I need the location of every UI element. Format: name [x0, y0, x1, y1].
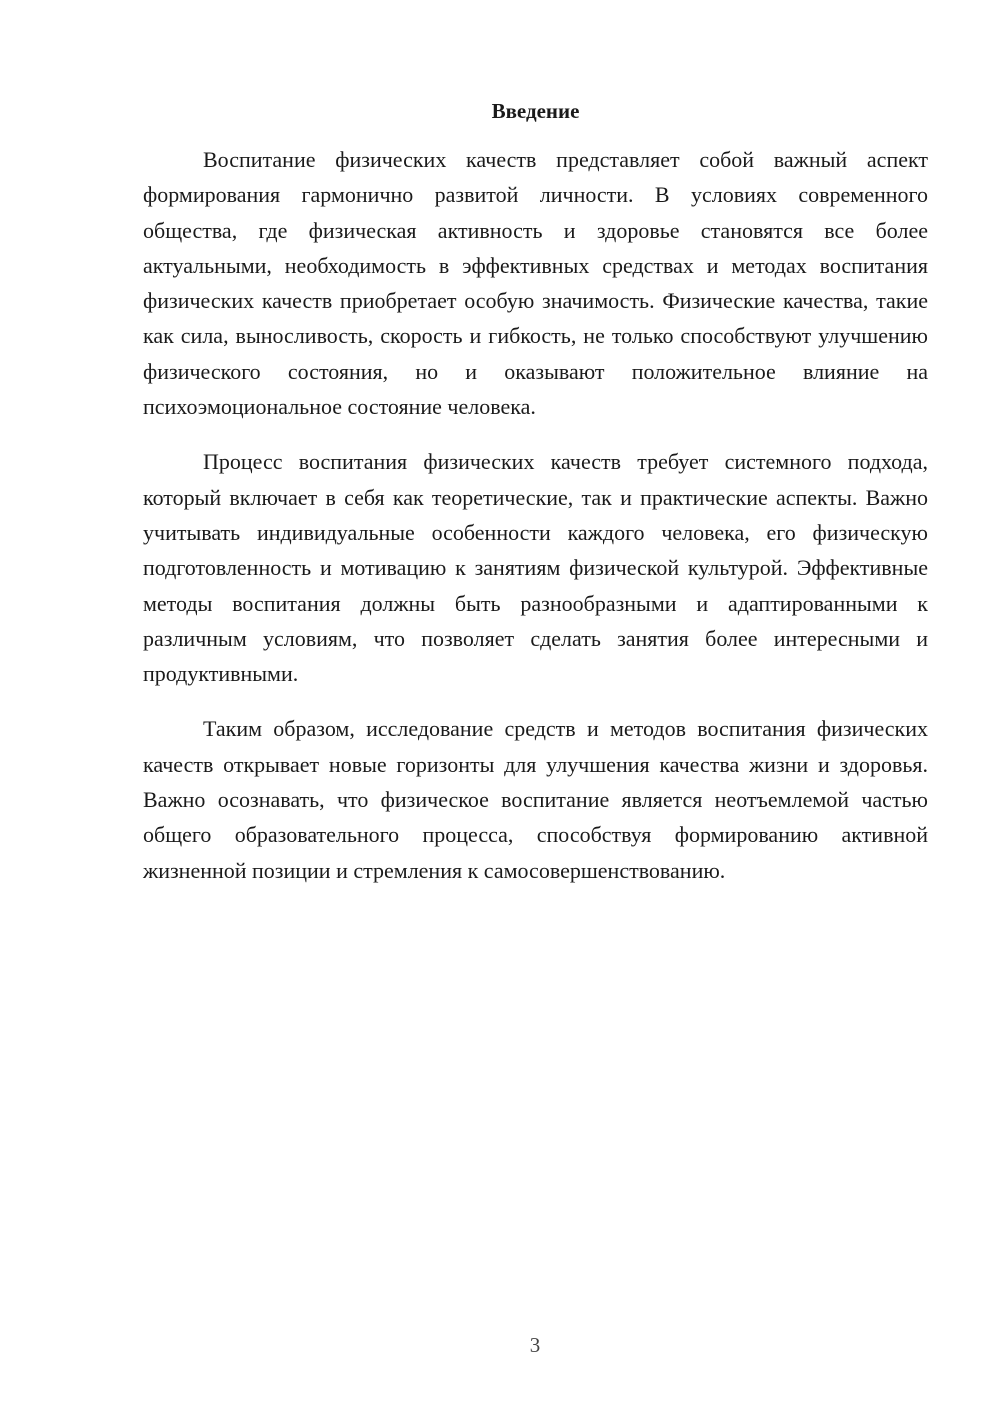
paragraph-2: Процесс воспитания физических качеств требует системного подхода, который включает в себя как теоретические, так и практические аспекты. Важно учитывать индивидуальные особенности каждого человека, его физическую подготовленность и мотивацию к занятиям физической культурой. Эффективные методы воспитания должны быть разнообразными и адаптированными к различным условиям, что позволяет сделать занятия более интересными и продуктивными. — [143, 449, 928, 687]
paragraph-1: Воспитание физических качеств представляет собой важный аспект формирования гармонично развитой личности. В условиях современного общества, где физическая активность и здоровье становятся все более актуальными, необходимость в эффективных средствах и методах воспитания физических качеств приобретает особую значимость. Физические качества, такие как сила, выносливость, скорость и гибкость, не только способствуют улучшению физического состояния, но и оказывают положительное влияние на психоэмоциональное состояние человека. — [143, 147, 928, 420]
page-number: 3 — [529, 1333, 541, 1357]
paragraph-3: Таким образом, исследование средств и методов воспитания физических качеств открывает новые горизонты для улучшения качества жизни и здоровья. Важно осознавать, что физическое воспитание является неотъемлемой частью общего образовательного процесса, способствуя формированию активной жизненной позиции и стремления к самосовершенствованию. — [143, 716, 928, 883]
document-body — [143, 96, 928, 888]
section-heading: Введение — [491, 99, 580, 123]
